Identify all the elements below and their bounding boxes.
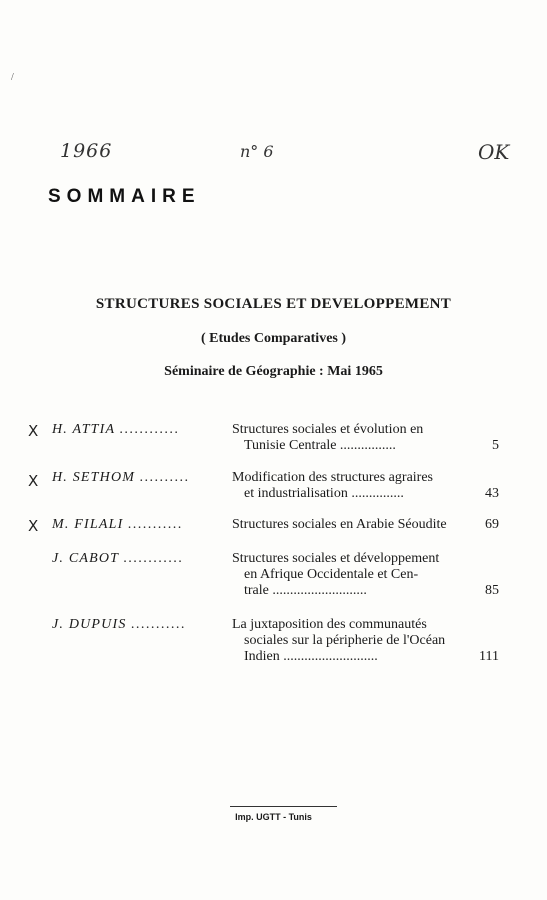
page-number: 85 — [485, 583, 499, 598]
check-mark-icon: X — [28, 472, 39, 490]
title-line: La juxtaposition des communautés — [232, 617, 427, 632]
author-name: H. ATTIA — [52, 422, 116, 437]
title-line: en Afrique Occidentale et Cen- — [244, 567, 419, 582]
author-name: M. FILALI — [52, 517, 124, 532]
article-title — [232, 551, 472, 599]
handwritten-ok: OK — [478, 140, 510, 164]
page-title: STRUCTURES SOCIALES ET DEVELOPPEMENT — [95, 296, 452, 312]
author-name: J. DUPUIS — [52, 617, 127, 632]
title-line: Indien ........................... — [244, 649, 378, 664]
pen-stroke: / — [11, 72, 14, 83]
title-line: Tunisie Centrale ................ — [244, 438, 396, 453]
seminar-line: Séminaire de Géographie : Mai 1965 — [164, 364, 383, 379]
article-title — [232, 470, 472, 502]
title-line: Structures sociales en Arabie Séoudite — [232, 517, 447, 532]
author-line — [52, 422, 180, 438]
page-number: 69 — [485, 517, 499, 532]
page-number: 43 — [485, 486, 499, 501]
article-title — [232, 422, 472, 454]
author-line — [52, 617, 186, 633]
heading-sommaire: SOMMAIRE — [48, 186, 201, 207]
author-name: J. CABOT — [52, 551, 119, 566]
author-line — [52, 517, 183, 533]
leader-dots: .......... — [139, 470, 190, 485]
title-line: et industrialisation ............... — [244, 486, 404, 501]
check-mark-icon: X — [28, 422, 39, 440]
author-name: H. SETHOM — [52, 470, 136, 485]
page-number: 5 — [492, 438, 499, 453]
article-title — [232, 617, 472, 665]
page-number: 111 — [479, 649, 499, 664]
author-line — [52, 551, 184, 567]
printer-imprint: Imp. UGTT - Tunis — [235, 812, 312, 822]
leader-dots: ............ — [119, 422, 180, 437]
title-line: Modification des structures agraires — [232, 470, 433, 485]
article-title — [232, 517, 472, 533]
leader-dots: ........... — [128, 517, 184, 532]
title-line: sociales sur la péripherie de l'Océan — [244, 633, 446, 648]
footer-divider — [230, 806, 337, 807]
title-line: Structures sociales et évolution en — [232, 422, 424, 437]
title-line: trale ........................... — [244, 583, 367, 598]
leader-dots: ............ — [123, 551, 184, 566]
handwritten-year: 1966 — [60, 140, 113, 162]
page-subtitle: ( Etudes Comparatives ) — [200, 331, 347, 346]
check-mark-icon: X — [28, 517, 39, 535]
leader-dots: ........... — [131, 617, 187, 632]
title-line: Structures sociales et développement — [232, 551, 440, 566]
author-line — [52, 470, 190, 486]
handwritten-number: n° 6 — [240, 142, 274, 161]
